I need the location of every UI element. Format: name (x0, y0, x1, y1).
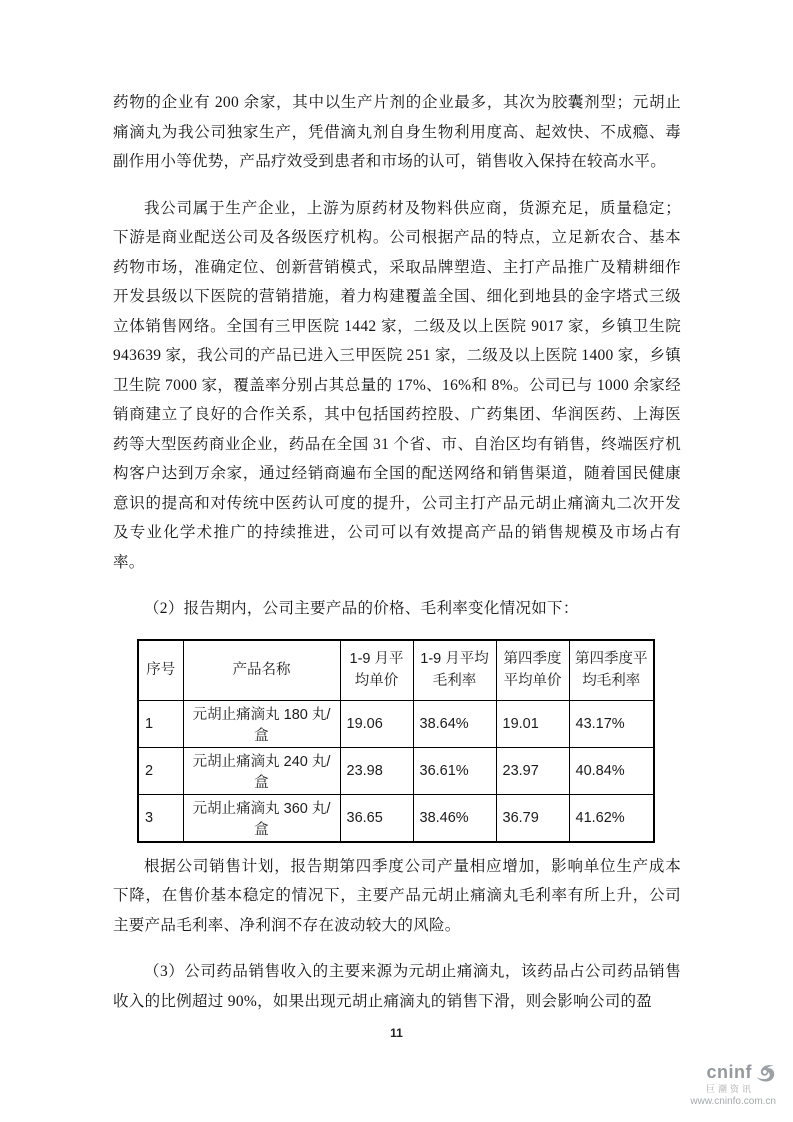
paragraph-continued: 药物的企业有 200 余家，其中以生产片剂的企业最多，其次为胶囊剂型；元胡止痛滴丸为我公司独家生产，凭借滴丸剂自身生物利用度高、起效快、不成瘾、毒副作用小等优势，产品疗效受到患者和市场的认可，销售收入保持在较高水平。 (113, 94, 681, 170)
cell-avg-price: 36.65 (340, 794, 413, 842)
table-row (138, 794, 654, 842)
logo-brand-text: cninf (706, 1062, 752, 1083)
header-index: 序号 (138, 640, 183, 701)
cninfo-logo (690, 1062, 776, 1107)
cell-avg-margin: 38.46% (413, 794, 496, 842)
header-product-name: 产品名称 (183, 640, 340, 701)
page-content (113, 88, 681, 1033)
cell-product-name: 元胡止痛滴丸 180 丸/盒 (183, 700, 340, 747)
table-header-row (138, 640, 654, 701)
product-price-margin-table (137, 639, 655, 843)
cell-avg-margin: 36.61% (413, 747, 496, 794)
table-row (138, 700, 654, 747)
cell-q4-price: 36.79 (496, 794, 569, 842)
cell-index: 2 (138, 747, 183, 794)
cell-q4-price: 23.97 (496, 747, 569, 794)
header-avg-margin-1-9: 1-9 月平均毛利率 (413, 640, 496, 701)
header-avg-price-1-9: 1-9 月平均单价 (340, 640, 413, 701)
swirl-icon (754, 1063, 776, 1083)
header-q4-avg-price: 第四季度平均单价 (496, 640, 569, 701)
logo-brand-row (690, 1062, 776, 1083)
section-heading-3-paragraph: （3）公司药品销售收入的主要来源为元胡止痛滴丸，该药品占公司药品销售收入的比例超过 90%，如果出现元胡止痛滴丸的销售下滑，则会影响公司的盈 (113, 963, 681, 1010)
cell-q4-margin: 40.84% (569, 747, 654, 794)
cell-avg-price: 19.06 (340, 700, 413, 747)
cell-index: 3 (138, 794, 183, 842)
page-number: 11 (390, 1026, 403, 1040)
cell-q4-margin: 43.17% (569, 700, 654, 747)
section-heading-2: （2）报告期内，公司主要产品的价格、毛利率变化情况如下： (144, 600, 579, 617)
paragraph-margin-analysis: 根据公司销售计划，报告期第四季度公司产量相应增加，影响单位生产成本下降，在售价基本稳定的情况下，主要产品元胡止痛滴丸毛利率有所上升，公司主要产品毛利率、净利润不存在波动较大的风险。 (113, 857, 681, 934)
table-row (138, 747, 654, 794)
cell-index: 1 (138, 700, 183, 747)
cell-avg-margin: 38.64% (413, 700, 496, 747)
logo-chinese-name: 巨潮资讯 (705, 1084, 754, 1095)
paragraph-company-overview: 我公司属于生产企业，上游为原药材及物料供应商，货源充足，质量稳定；下游是商业配送公司及各级医疗机构。公司根据产品的特点，立足新农合、基本药物市场，准确定位、创新营销模式，采取品牌塑造、主打产品推广及精耕细作开发县级以下医院的营销措施，着力构建覆盖全国、细化到地县的金字塔式三级立体销售网络。全国有三甲医院 1442 家，二级及以上医院 9017 家，乡镇卫生院 943639 家，我公司的产品已进入三甲医院 251 家，二级及以上医院 1400 家，乡镇卫生院 7000 家，覆盖率分别占其总量的 17%、16%和 8%。公司已与 1000 余家经销商建立了良好的合作关系，其中包括国药控股、广药集团、华润医药、上海医药等大型医药商业企业，药品在全国 31 个省、市、自治区均有销售，终端医疗机构客户达到万余家，通过经销商遍布全国的配送网络和销售渠道，随着国民健康意识的提高和对传统中医药认可度的提升，公司主打产品元胡止痛滴丸二次开发及专业化学术推广的持续推进，公司可以有效提高产品的销售规模及市场占有率。 (113, 199, 681, 571)
cell-product-name: 元胡止痛滴丸 240 丸/盒 (183, 747, 340, 794)
cell-avg-price: 23.98 (340, 747, 413, 794)
cell-q4-margin: 41.62% (569, 794, 654, 842)
cell-product-name: 元胡止痛滴丸 360 丸/盒 (183, 794, 340, 842)
logo-url-text: www.cninfo.com.cn (690, 1095, 776, 1107)
header-q4-avg-margin: 第四季度平均毛利率 (569, 640, 654, 701)
cell-q4-price: 19.01 (496, 700, 569, 747)
